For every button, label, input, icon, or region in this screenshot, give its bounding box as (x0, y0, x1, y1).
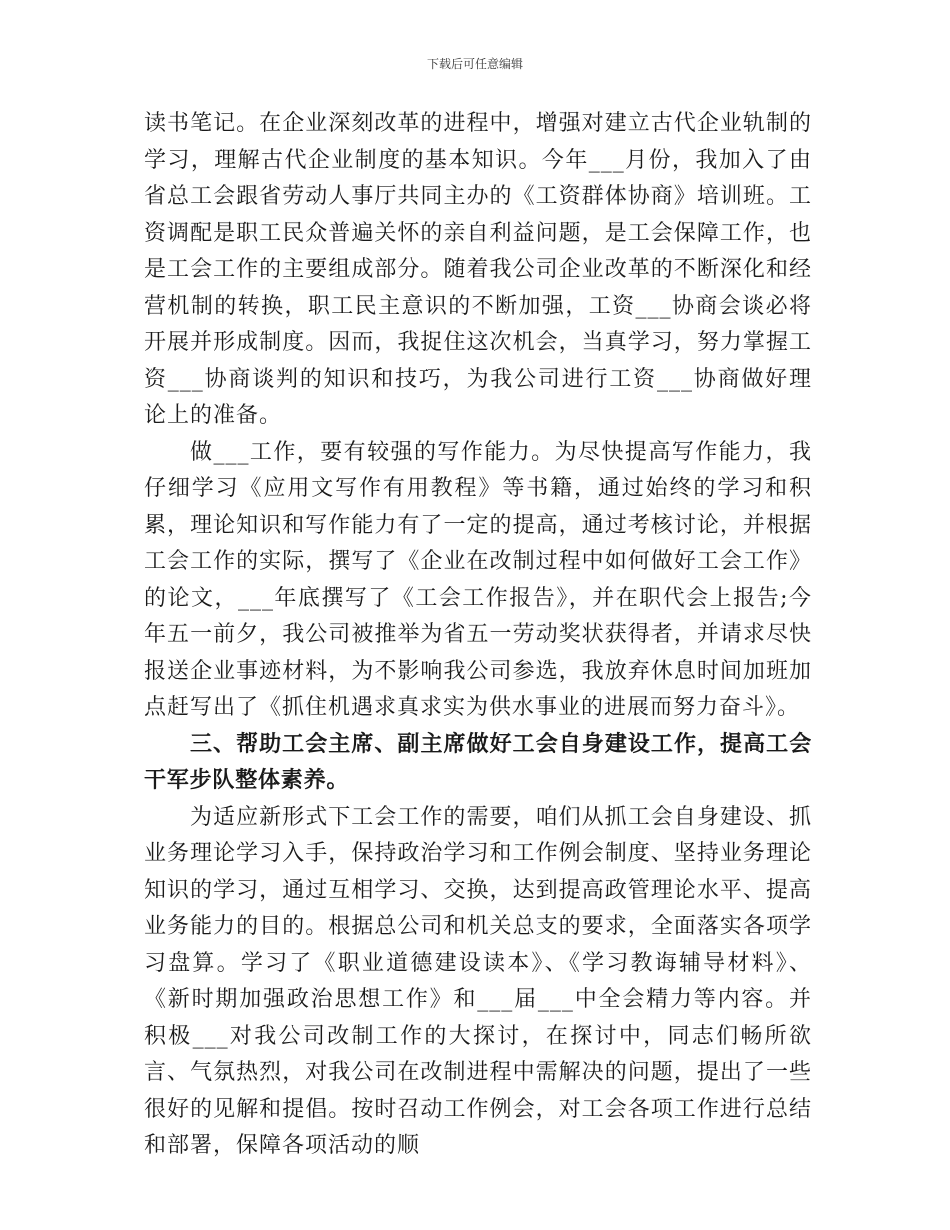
page-header: 下载后可任意编辑 (426, 57, 523, 71)
section-heading: 三、帮助工会主席、副主席做好工会自身建设工作，提高工会干军步队整体素养。 (144, 731, 812, 793)
paragraph-2: 做___工作，要有较强的写作能力。为尽快提高写作能力，我仔细学习《应用文写作有用教程》等书籍，通过始终的学习和积累，理论知识和写作能力有了一定的提高，通过考核讨论，并根据工会工作的实际，撰写了《企业在改制过程中如何做好工会工作》的论文，___年底撰写了《工会工作报告》，并在职代会上报告;今年五一前夕，我公司被推举为省五一劳动奖状获得者，并请求尽快报送企业事迹材料，为不影响我公司参选，我放弃休息时间加班加点赶写出了《抓住机遇求真求实为供水事业的进展而努力奋斗》。 (144, 439, 812, 720)
paragraph-3: 为适应新形式下工会工作的需要，咱们从抓工会自身建设、抓业务理论学习入手，保持政治学习和工作例会制度、坚持业务理论知识的学习，通过互相学习、交换，达到提高政管理论水平、提高业务能力的目的。根据总公司和机关总支的要求，全面落实各项学习盘算。学习了《职业道德建设读本》、《学习教诲辅导材料》、《新时期加强政治思想工作》和___届___中全会精力等内容。并积极___对我公司改制工作的大探讨，在探讨中，同志们畅所欲言、气氛热烈，对我公司在改制进程中需解决的问题，提出了一些很好的见解和提倡。按时召动工作例会，对工会各项工作进行总结和部署，保障各项活动的顺 (144, 804, 812, 1158)
document-body (144, 106, 812, 1165)
paragraph-1: 读书笔记。在企业深刻改革的进程中，增强对建立古代企业轨制的学习，理解古代企业制度的基本知识。今年___月份，我加入了由省总工会跟省劳动人事厅共同主办的《工资群体协商》培训班。工资调配是职工民众普遍关怀的亲自利益问题，是工会保障工作，也是工会工作的主要组成部分。随着我公司企业改革的不断深化和经营机制的转换，职工民主意识的不断加强，工资___协商会谈必将开展并形成制度。因而，我捉住这次机会，当真学习，努力掌握工资___协商谈判的知识和技巧，为我公司进行工资___协商做好理论上的准备。 (144, 111, 812, 428)
